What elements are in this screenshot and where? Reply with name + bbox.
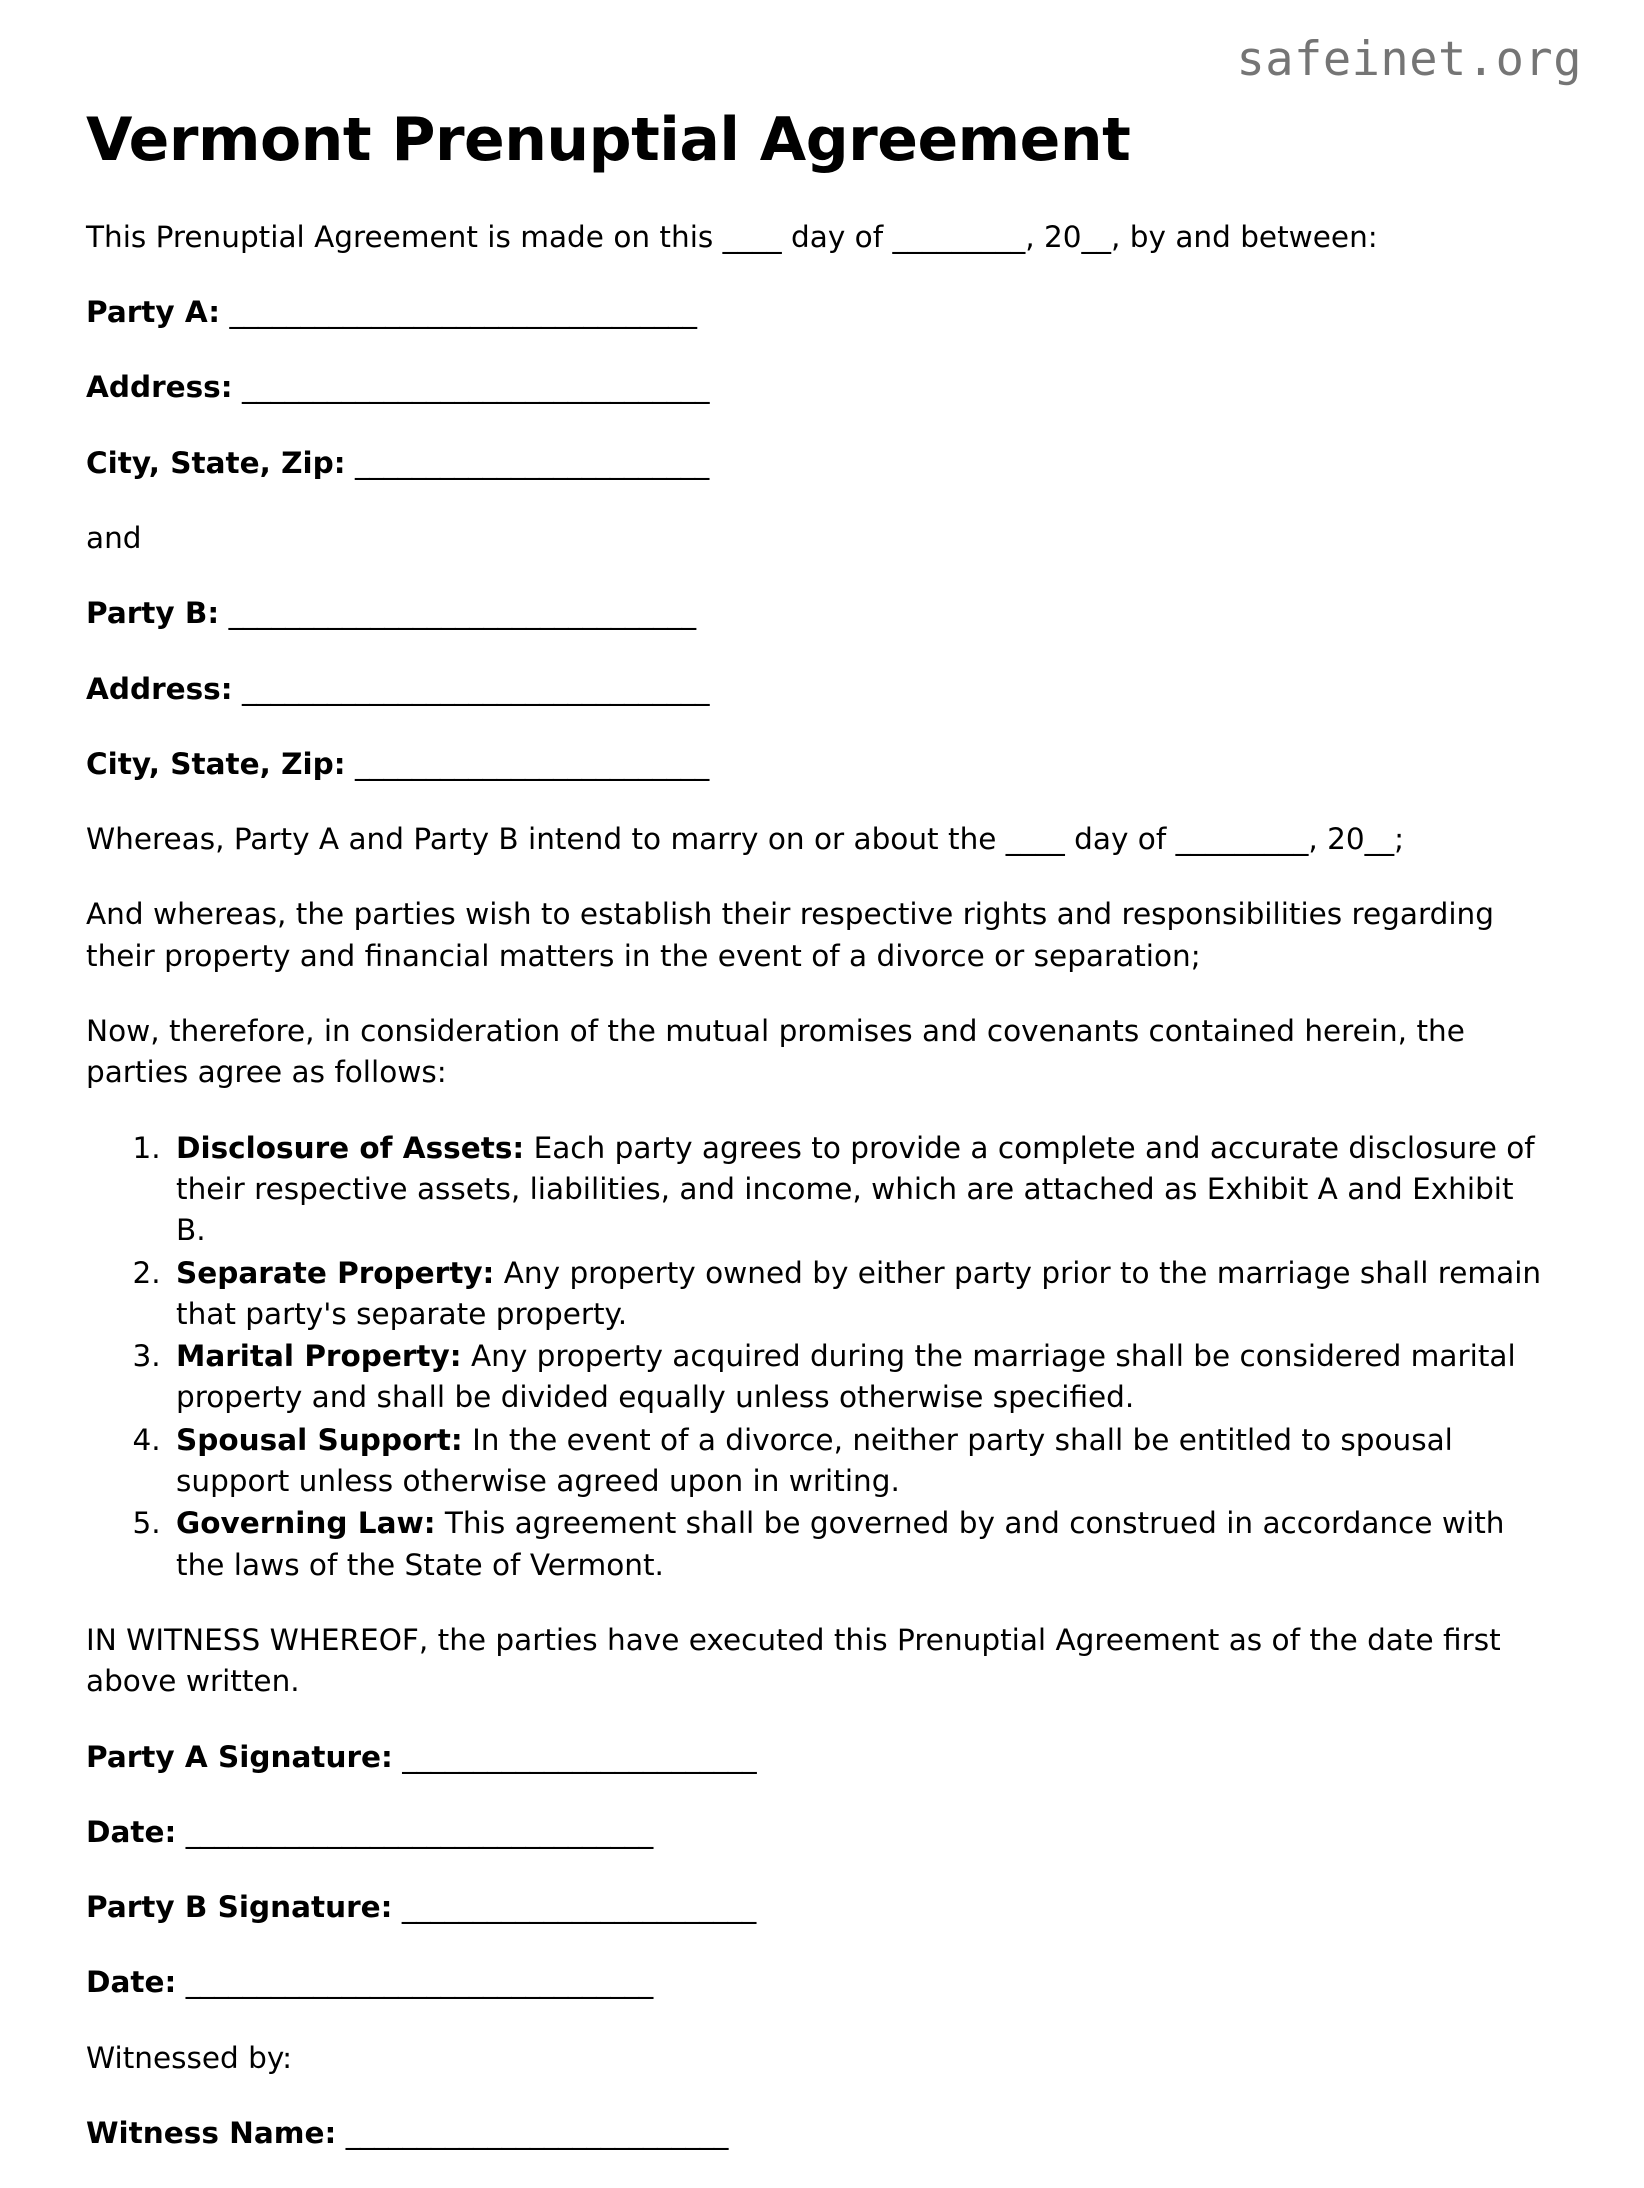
party-a-date-field <box>86 1812 1548 1853</box>
recital-marry-date: Whereas, Party A and Party B intend to marry on or about the ____ day of _________, 20__; <box>86 822 1405 857</box>
terms-list <box>86 1128 1548 1586</box>
term-label: Separate Property: <box>176 1255 495 1290</box>
party-a-date-label: Date: <box>86 1814 177 1849</box>
party-b-address-blank[interactable]: _________________________________ <box>241 671 709 706</box>
party-b-signature-field <box>86 1887 1548 1928</box>
witness-name-blank[interactable]: ___________________________ <box>345 2116 728 2150</box>
party-a-name-field <box>86 292 1548 333</box>
term-label: Marital Property: <box>176 1339 462 1374</box>
party-a-signature-label: Party A Signature: <box>86 1739 393 1774</box>
list-item <box>170 1128 1548 1252</box>
party-b-name-blank[interactable]: _________________________________ <box>228 596 696 631</box>
document-body <box>86 105 1548 2188</box>
list-item <box>170 1253 1548 1336</box>
party-a-name-label: Party A: <box>86 295 221 330</box>
party-a-signature-blank[interactable]: _________________________ <box>402 1739 756 1774</box>
party-a-city-field <box>86 443 1548 484</box>
party-b-city-field <box>86 744 1548 785</box>
party-b-signature-blank[interactable]: _________________________ <box>401 1890 756 1925</box>
recital-now-therefore: Now, therefore, in consideration of the mutual promises and covenants contained herein, the parties agree as follows: <box>86 1014 1465 1090</box>
term-label: Governing Law: <box>176 1506 436 1541</box>
witness-whereof-clause: IN WITNESS WHEREOF, the parties have executed this Prenuptial Agreement as of the date first above written. <box>86 1622 1501 1699</box>
party-b-address-label: Address: <box>86 671 233 706</box>
intro-paragraph: This Prenuptial Agreement is made on this ____ day of _________, 20__, by and between: <box>86 219 1378 254</box>
term-body: In the event of a divorce, neither party shall be entitled to spousal support unless otherwise agreed upon in writing. <box>176 1422 1453 1499</box>
party-a-date-blank[interactable]: _________________________________ <box>185 1814 653 1849</box>
party-b-date-blank[interactable]: _________________________________ <box>185 1965 653 2000</box>
party-b-date-field <box>86 1962 1548 2003</box>
term-body: This agreement shall be governed by and construed in accordance with the laws of the State of Vermont. <box>176 1506 1505 1582</box>
party-b-city-blank[interactable]: _________________________ <box>354 746 709 781</box>
party-b-name-field <box>86 593 1548 634</box>
term-label: Disclosure of Assets: <box>176 1130 525 1165</box>
party-a-signature-field <box>86 1737 1548 1778</box>
party-b-signature-label: Party B Signature: <box>86 1890 393 1925</box>
list-item <box>170 1503 1548 1586</box>
signature-block <box>86 1737 1548 2004</box>
term-body: Any property owned by either party prior to the marriage shall remain that party's separate property. <box>176 1255 1542 1331</box>
term-body: Any property acquired during the marriage shall be considered marital property and shall be divided equally unless otherwise specified. <box>176 1339 1516 1415</box>
party-a-address-blank[interactable]: _________________________________ <box>241 370 709 405</box>
witness-name-field <box>86 2113 1548 2154</box>
party-a-city-blank[interactable]: _________________________ <box>354 445 709 480</box>
party-b-name-label: Party B: <box>86 596 220 631</box>
party-a-address-field <box>86 367 1548 408</box>
term-label: Spousal Support: <box>176 1422 463 1457</box>
witnessed-by-label: Witnessed by: <box>86 2040 293 2075</box>
party-a-name-blank[interactable]: _________________________________ <box>229 295 697 330</box>
party-a-address-label: Address: <box>86 370 233 405</box>
list-item <box>170 1420 1548 1503</box>
term-body: Each party agrees to provide a complete and accurate disclosure of their respective assets, liabilities, and income, which are attached as Exhibit A and Exhibit B. <box>176 1130 1535 1248</box>
witness-name-label: Witness Name: <box>86 2116 337 2150</box>
conjunction-and: and <box>86 520 142 555</box>
party-a-city-label: City, State, Zip: <box>86 445 346 480</box>
page-title: Vermont Prenuptial Agreement <box>86 105 1131 175</box>
site-watermark: safeinet.org <box>1236 32 1582 87</box>
recital-rights-responsibilities: And whereas, the parties wish to establish their respective rights and responsibilities regarding their property and financial matters in the event of a divorce or separation; <box>86 897 1494 973</box>
party-b-city-label: City, State, Zip: <box>86 746 346 781</box>
list-item <box>170 1336 1548 1419</box>
party-b-address-field <box>86 669 1548 710</box>
party-b-date-label: Date: <box>86 1965 177 2000</box>
